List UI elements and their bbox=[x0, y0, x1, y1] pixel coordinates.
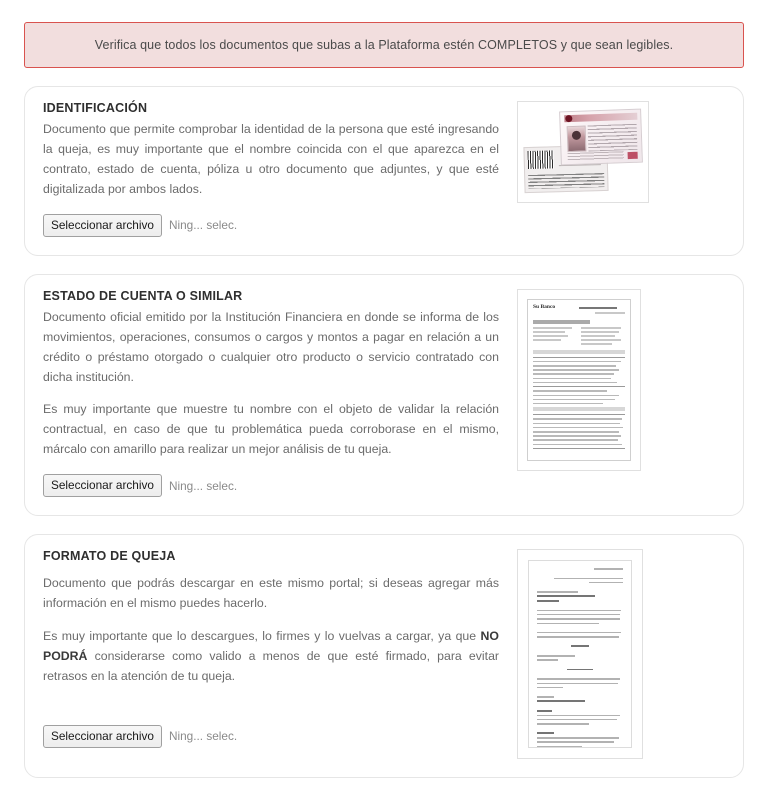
card-body bbox=[39, 101, 499, 237]
barcode-icon bbox=[528, 150, 554, 169]
thumbnail-area bbox=[499, 289, 725, 471]
section-card-formato-de-queja bbox=[24, 534, 744, 778]
file-status-text: Ning... selec. bbox=[168, 729, 238, 744]
id-bottom-text-lines bbox=[568, 151, 624, 161]
section-paragraph: Documento oficial emitido por la Institución Financiera en donde se informa de los movimientos, operaciones, consumos o cargos y montos a pagar en relación a un crédito o préstamo otorgado o cualquier otro producto o servicio contratado con dicha institución. bbox=[43, 309, 499, 384]
alert-message: Verifica que todos los documentos que subas a la Plataforma estén COMPLETOS y que sean legibles. bbox=[94, 38, 674, 52]
section-card-identificacion bbox=[24, 86, 744, 256]
thumbnail-area bbox=[499, 549, 725, 759]
id-text-lines bbox=[588, 124, 638, 152]
section-title-identificacion: IDENTIFICACIÓN bbox=[43, 101, 148, 115]
section-paragraph: Documento que permite comprobar la identidad de la persona que esté ingresando la queja, es muy importante que el nombre coincida con el que aparezca en el contrato, estado de cuenta, póliza u otro documento que adjuntes, y que esté digitalizada por ambos lados. bbox=[43, 122, 499, 196]
id-card-front bbox=[559, 109, 643, 166]
file-status-text: Ning... selec. bbox=[168, 218, 238, 233]
upload-documents-page bbox=[0, 22, 768, 787]
section-paragraph: Es muy importante que muestre tu nombre con el objeto de validar la relación contractual, en caso de que tu problemática pueda corroborase en el mismo, márcalo con amarillo para realizar un mejor análisis de tu queja. bbox=[43, 402, 499, 457]
card-body bbox=[39, 289, 499, 498]
informacion-financiera-band bbox=[533, 350, 625, 354]
statement-page bbox=[527, 299, 631, 461]
portrait-photo bbox=[567, 126, 587, 153]
file-upload-estado-de-cuenta[interactable] bbox=[43, 474, 237, 497]
section-title-formato-de-queja: FORMATO DE QUEJA bbox=[43, 549, 176, 564]
detalle-movimientos-band bbox=[533, 407, 625, 411]
mrz-lines bbox=[528, 173, 604, 189]
seleccionar-archivo-button[interactable]: Seleccionar archivo bbox=[43, 474, 162, 497]
thumbnail-area bbox=[499, 101, 725, 203]
file-status-text: Ning... selec. bbox=[168, 478, 238, 493]
complaint-form-image bbox=[522, 554, 638, 754]
bank-statement-thumbnail-frame bbox=[517, 289, 641, 471]
section-paragraph: Documento que podrás descargar en este mismo portal; si deseas agregar más información en el mismo puedes hacerlo. bbox=[43, 576, 499, 611]
section-card-estado-de-cuenta bbox=[24, 274, 744, 517]
bank-statement-image bbox=[522, 294, 636, 466]
seleccionar-archivo-button[interactable]: Seleccionar archivo bbox=[43, 725, 162, 748]
card-body bbox=[39, 549, 499, 748]
bank-logo: Su Banco bbox=[533, 303, 556, 310]
file-upload-identificacion[interactable] bbox=[43, 214, 237, 237]
id-header-band bbox=[564, 113, 637, 123]
seleccionar-archivo-button[interactable]: Seleccionar archivo bbox=[43, 214, 162, 237]
id-stamp-icon bbox=[628, 152, 638, 159]
complaint-form-page bbox=[528, 560, 632, 748]
file-upload-formato-de-queja[interactable] bbox=[43, 725, 237, 748]
section-title-estado-de-cuenta: ESTADO DE CUENTA O SIMILAR bbox=[43, 288, 243, 303]
identification-card-thumbnail-frame bbox=[517, 101, 649, 203]
section-paragraph: Es muy importante que lo descargues, lo firmes y lo vuelvas a cargar, ya que NO PODRÁ considerarse como valido a menos de que esté firmado, para evitar retrasos en la atención de tu queja. bbox=[43, 629, 499, 683]
identification-card-image bbox=[522, 106, 644, 198]
alert-banner bbox=[24, 22, 744, 68]
complaint-form-thumbnail-frame bbox=[517, 549, 643, 759]
